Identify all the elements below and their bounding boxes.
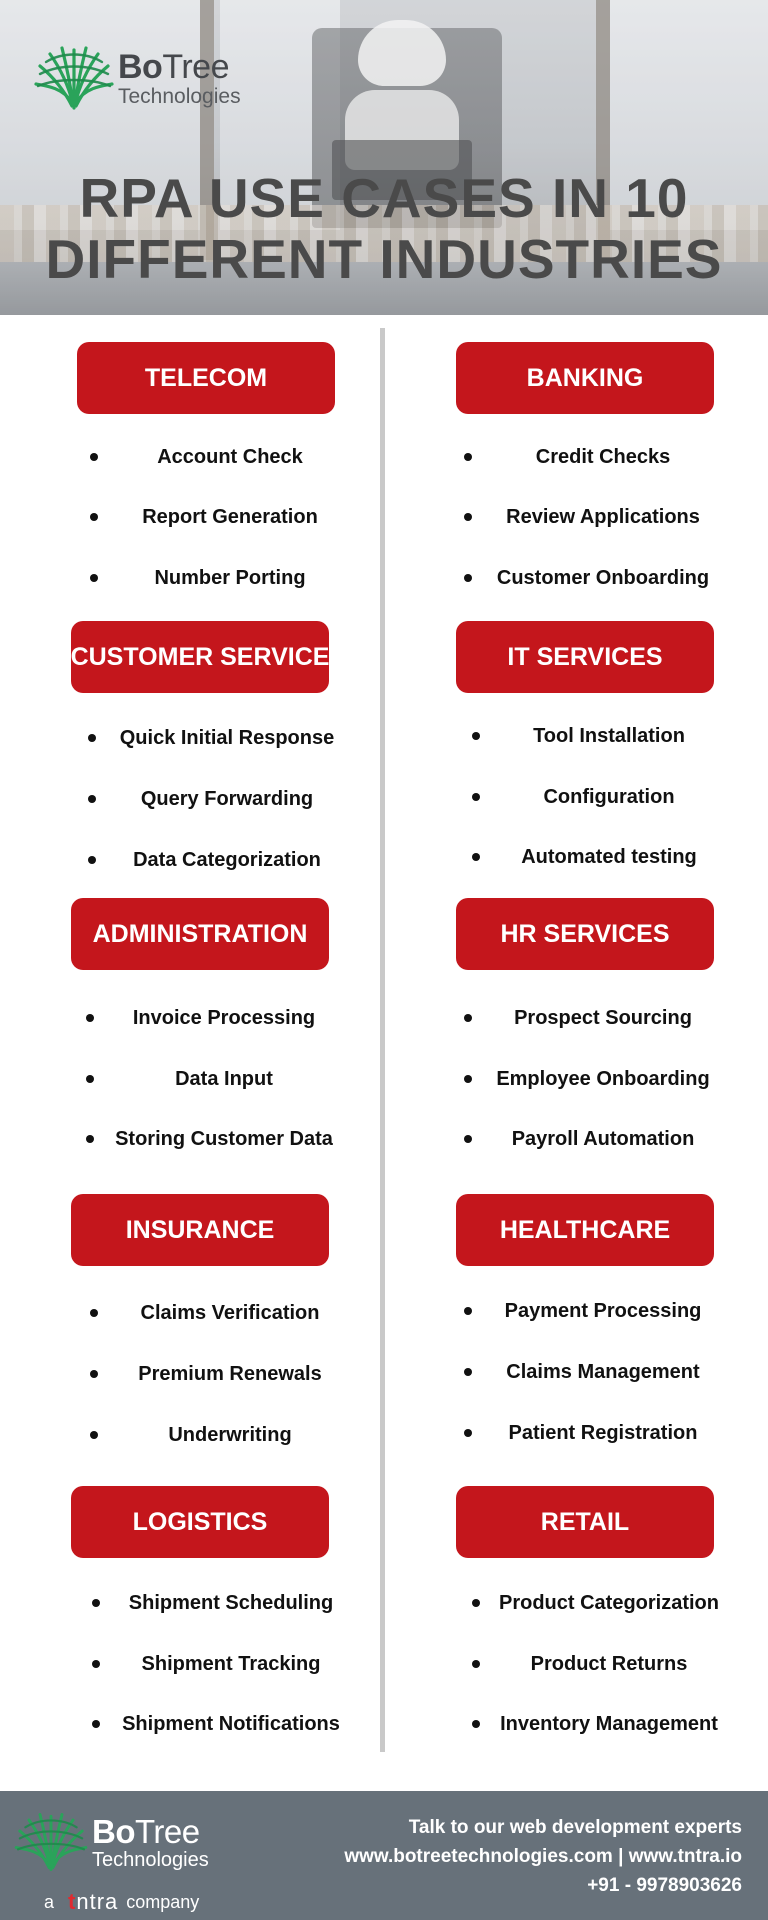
use-case-item: Payroll Automation bbox=[511, 1127, 695, 1150]
bullet-icon bbox=[472, 1660, 480, 1668]
use-case-item: Claims Management bbox=[506, 1360, 700, 1383]
bullet-icon bbox=[86, 1135, 94, 1143]
use-case-item: Product Returns bbox=[530, 1652, 688, 1675]
use-case-item: Premium Renewals bbox=[138, 1362, 322, 1385]
column-divider bbox=[380, 328, 385, 1752]
bullet-icon bbox=[90, 453, 98, 461]
bullet-icon bbox=[86, 1075, 94, 1083]
tree-logo-icon bbox=[14, 1809, 88, 1875]
bullet-icon bbox=[90, 1431, 98, 1439]
section-header-insurance: INSURANCE bbox=[71, 1194, 329, 1266]
use-case-item: Tool Installation bbox=[533, 724, 685, 747]
bullet-icon bbox=[86, 1014, 94, 1022]
tagline-a: a bbox=[44, 1891, 55, 1912]
logo-name-bold: Bo bbox=[118, 47, 163, 86]
bullet-icon bbox=[464, 1075, 472, 1083]
bullet-icon bbox=[464, 1014, 472, 1022]
use-case-item: Automated testing bbox=[521, 845, 697, 868]
page-title-line-2: DIFFERENT INDUSTRIES bbox=[45, 228, 723, 290]
use-case-item: Inventory Management bbox=[500, 1712, 718, 1735]
use-case-item: Storing Customer Data bbox=[115, 1127, 333, 1150]
bullet-icon bbox=[464, 1307, 472, 1315]
parent-company-tagline bbox=[44, 1889, 199, 1915]
use-case-item: Number Porting bbox=[154, 566, 306, 589]
bullet-icon bbox=[90, 1309, 98, 1317]
page-title bbox=[0, 168, 768, 290]
bullet-icon bbox=[464, 1135, 472, 1143]
contact-websites[interactable]: www.botreetechnologies.com | www.tntra.io bbox=[344, 1846, 742, 1867]
bullet-icon bbox=[92, 1720, 100, 1728]
use-case-item: Underwriting bbox=[168, 1423, 292, 1446]
bullet-icon bbox=[88, 795, 96, 803]
use-case-item: Patient Registration bbox=[508, 1421, 698, 1444]
use-case-item: Shipment Tracking bbox=[141, 1652, 321, 1675]
section-header-logistics: LOGISTICS bbox=[71, 1486, 329, 1558]
contact-phone[interactable]: +91 - 9978903626 bbox=[587, 1875, 742, 1896]
use-case-item: Customer Onboarding bbox=[496, 566, 710, 589]
use-case-item: Account Check bbox=[157, 445, 303, 468]
bullet-icon bbox=[464, 513, 472, 521]
bullet-icon bbox=[472, 732, 480, 740]
bullet-icon bbox=[88, 734, 96, 742]
bullet-icon bbox=[90, 1370, 98, 1378]
bullet-icon bbox=[464, 574, 472, 582]
botree-footer-logo[interactable] bbox=[14, 1809, 209, 1875]
use-case-item: Shipment Notifications bbox=[122, 1712, 340, 1735]
bullet-icon bbox=[90, 574, 98, 582]
logo-name-light: Tree bbox=[162, 47, 229, 86]
bullet-icon bbox=[472, 1599, 480, 1607]
bullet-icon bbox=[472, 793, 480, 801]
logo-subtitle: Technologies bbox=[118, 84, 241, 108]
section-header-healthcare: HEALTHCARE bbox=[456, 1194, 714, 1266]
bullet-icon bbox=[464, 1368, 472, 1376]
logo-name-bold: Bo bbox=[92, 1812, 135, 1850]
tagline-company: company bbox=[126, 1891, 200, 1912]
tntra-logo-rest: ntra bbox=[76, 1889, 119, 1914]
use-case-item: Product Categorization bbox=[498, 1591, 719, 1614]
use-case-item: Report Generation bbox=[142, 505, 318, 528]
botree-logo[interactable] bbox=[34, 42, 241, 114]
section-header-customer-service: CUSTOMER SERVICE bbox=[71, 621, 329, 693]
use-case-item: Claims Verification bbox=[140, 1301, 320, 1324]
logo-subtitle: Technologies bbox=[92, 1848, 209, 1871]
tntra-logo[interactable] bbox=[68, 1889, 118, 1915]
bullet-icon bbox=[464, 453, 472, 461]
bullet-icon bbox=[90, 513, 98, 521]
tntra-logo-prefix: t bbox=[68, 1889, 77, 1914]
bullet-icon bbox=[472, 1720, 480, 1728]
section-header-banking: BANKING bbox=[456, 342, 714, 414]
use-case-item: Prospect Sourcing bbox=[514, 1006, 692, 1029]
use-case-item: Configuration bbox=[543, 785, 675, 808]
tree-logo-icon bbox=[34, 42, 114, 114]
use-case-item: Shipment Scheduling bbox=[128, 1591, 334, 1614]
footer bbox=[0, 1791, 768, 1920]
use-case-item: Credit Checks bbox=[535, 445, 671, 468]
section-header-retail: RETAIL bbox=[456, 1486, 714, 1558]
use-case-item: Query Forwarding bbox=[140, 787, 314, 810]
section-header-administration: ADMINISTRATION bbox=[71, 898, 329, 970]
section-header-hr-services: HR SERVICES bbox=[456, 898, 714, 970]
bullet-icon bbox=[92, 1599, 100, 1607]
use-case-item: Data Categorization bbox=[133, 848, 321, 871]
section-header-it-services: IT SERVICES bbox=[456, 621, 714, 693]
use-case-item: Invoice Processing bbox=[132, 1006, 316, 1029]
bullet-icon bbox=[472, 853, 480, 861]
contact-block bbox=[344, 1813, 742, 1900]
hero-banner bbox=[0, 0, 768, 315]
bullet-icon bbox=[88, 856, 96, 864]
use-case-item: Data Input bbox=[175, 1067, 273, 1090]
bullet-icon bbox=[464, 1429, 472, 1437]
use-case-item: Payment Processing bbox=[504, 1299, 702, 1322]
contact-heading: Talk to our web development experts bbox=[408, 1817, 742, 1838]
bullet-icon bbox=[92, 1660, 100, 1668]
use-case-item: Review Applications bbox=[506, 505, 700, 528]
use-case-item: Employee Onboarding bbox=[496, 1067, 710, 1090]
page-title-line-1: RPA USE CASES IN 10 bbox=[79, 167, 689, 229]
use-case-item: Quick Initial Response bbox=[119, 726, 335, 749]
logo-name-light: Tree bbox=[135, 1812, 200, 1850]
section-header-telecom: TELECOM bbox=[77, 342, 335, 414]
